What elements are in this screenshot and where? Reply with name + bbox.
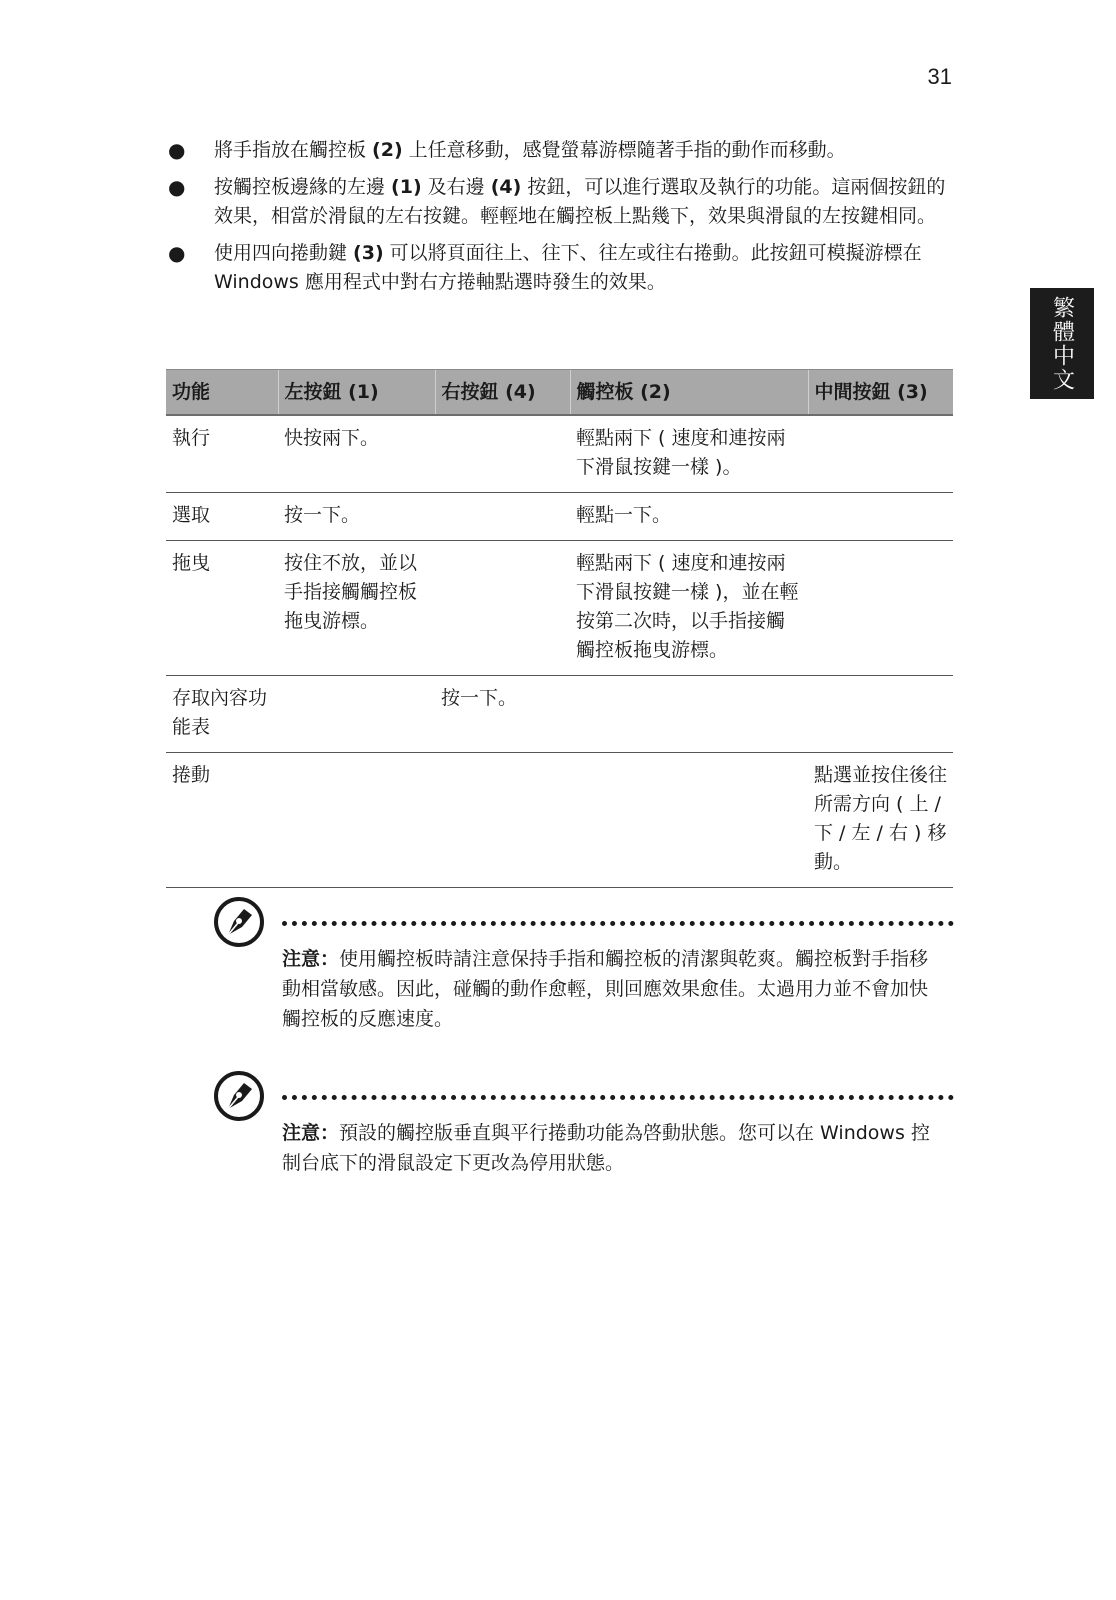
page-number: 31 bbox=[927, 64, 952, 89]
table-cell: 存取內容功能表 bbox=[166, 676, 278, 753]
table-row bbox=[166, 676, 953, 753]
note-text bbox=[282, 1118, 932, 1178]
bullet-ref-number: (3) bbox=[353, 242, 384, 264]
table-cell bbox=[435, 753, 570, 888]
table-cell bbox=[278, 753, 435, 888]
table-header-cell: 功能 bbox=[166, 370, 278, 416]
table-row bbox=[166, 541, 953, 676]
table-cell bbox=[278, 676, 435, 753]
table-cell: 按一下。 bbox=[278, 493, 435, 541]
table-cell bbox=[435, 493, 570, 541]
note-body: 預設的觸控版垂直與平行捲動功能為啓動狀態。您可以在 Windows 控制台底下的滑鼠設定下更改為停用狀態。 bbox=[282, 1122, 930, 1174]
table-cell: 點選並按住後往所需方向 ( 上 / 下 / 左 / 右 ) 移動。 bbox=[808, 753, 953, 888]
note-label: 注意： bbox=[282, 948, 340, 970]
table-cell bbox=[570, 753, 808, 888]
table-cell bbox=[435, 541, 570, 676]
bullet-segment: 按鈕，可以進行選取及執行的功能。這兩個按鈕的效果，相當於滑鼠的左右按鍵。輕輕地在觸控板上點幾下，效果與滑鼠的左按鍵相同。 bbox=[214, 176, 946, 227]
table-row bbox=[166, 415, 953, 493]
bullet-segment: 使用四向捲動鍵 bbox=[214, 242, 354, 264]
table-cell: 執行 bbox=[166, 415, 278, 493]
note-body: 使用觸控板時請注意保持手指和觸控板的清潔與乾爽。觸控板對手指移動相當敏感。因此，碰觸的動作愈輕，則回應效果愈佳。太過用力並不會加快觸控板的反應速度。 bbox=[282, 948, 929, 1030]
bullet-text bbox=[214, 176, 945, 227]
note-box bbox=[212, 895, 954, 1045]
table-cell bbox=[808, 493, 953, 541]
bullet-dot-icon: ● bbox=[168, 175, 186, 199]
note-pen-icon bbox=[212, 1069, 266, 1123]
bullet-text bbox=[214, 242, 922, 293]
table-cell: 按住不放，並以手指接觸觸控板拖曳游標。 bbox=[278, 541, 435, 676]
table-cell: 選取 bbox=[166, 493, 278, 541]
table-cell: 按一下。 bbox=[435, 676, 570, 753]
table-header-cell: 觸控板 (2) bbox=[570, 370, 808, 416]
table-header-cell: 中間按鈕 (3) bbox=[808, 370, 953, 416]
table-row bbox=[166, 493, 953, 541]
table-cell: 輕點一下。 bbox=[570, 493, 808, 541]
note-label: 注意： bbox=[282, 1122, 340, 1144]
table-cell: 輕點兩下 ( 速度和連按兩下滑鼠按鍵一樣 )。 bbox=[570, 415, 808, 493]
table-cell bbox=[808, 676, 953, 753]
table-cell bbox=[808, 415, 953, 493]
table-header-row bbox=[166, 370, 953, 416]
table-cell bbox=[808, 541, 953, 676]
language-tab bbox=[1030, 288, 1094, 399]
table-cell: 快按兩下。 bbox=[278, 415, 435, 493]
bullet-segment: 將手指放在觸控板 bbox=[214, 139, 373, 161]
bullet-item bbox=[166, 173, 956, 231]
bullet-item bbox=[166, 239, 956, 297]
bullet-ref-number: (4) bbox=[490, 176, 522, 198]
bullet-dot-icon: ● bbox=[168, 241, 186, 265]
note-box bbox=[212, 1069, 954, 1189]
bullet-ref-number: (2) bbox=[372, 139, 403, 161]
table-cell bbox=[435, 415, 570, 493]
bullet-text bbox=[214, 139, 846, 161]
table-header-cell: 左按鈕 (1) bbox=[278, 370, 435, 416]
bullet-segment: 按觸控板邊緣的左邊 bbox=[214, 176, 392, 198]
bullet-dot-icon: ● bbox=[168, 138, 186, 162]
bullet-ref-number: (1) bbox=[391, 176, 422, 198]
note-text bbox=[282, 944, 932, 1034]
bullet-list bbox=[166, 136, 956, 305]
note-pen-icon bbox=[212, 895, 266, 949]
bullet-segment: 及右邊 bbox=[421, 176, 491, 198]
table-cell bbox=[570, 676, 808, 753]
table-cell: 輕點兩下 ( 速度和連按兩下滑鼠按鍵一樣 )，並在輕按第二次時，以手指接觸觸控板拖曳游標。 bbox=[570, 541, 808, 676]
table-header-cell: 右按鈕 (4) bbox=[435, 370, 570, 416]
table-cell: 捲動 bbox=[166, 753, 278, 888]
language-tab-label: 繁體中文 bbox=[1049, 295, 1075, 392]
bullet-segment: 上任意移動，感覺螢幕游標隨著手指的動作而移動。 bbox=[402, 139, 846, 161]
note-divider bbox=[282, 921, 954, 926]
table-cell: 拖曳 bbox=[166, 541, 278, 676]
bullet-segment: 可以將頁面往上、往下、往左或往右捲動。此按鈕可模擬游標在 Windows 應用程式中對右方捲軸點選時發生的效果。 bbox=[214, 242, 922, 293]
function-table bbox=[166, 369, 953, 888]
table-row bbox=[166, 753, 953, 888]
bullet-item bbox=[166, 136, 956, 165]
note-divider bbox=[282, 1095, 954, 1100]
